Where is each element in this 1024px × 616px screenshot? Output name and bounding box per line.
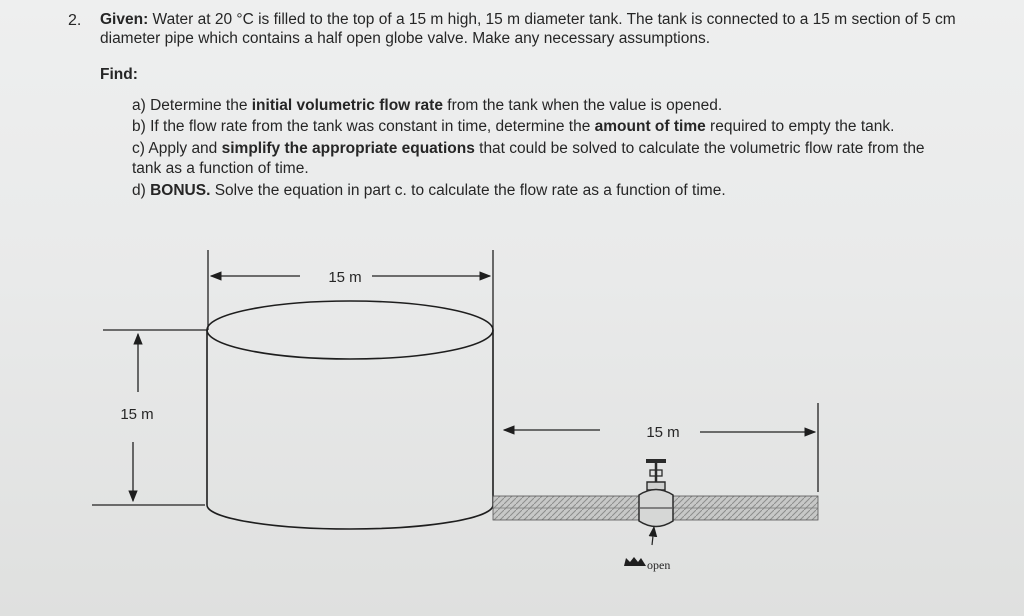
pipe-length-label: 15 m <box>646 424 680 441</box>
item-a-suffix: from the tank when the value is opened. <box>442 97 723 114</box>
tank-diameter-label: 15 m <box>328 269 362 286</box>
item-c-continuation: tank as a function of time. <box>132 160 309 177</box>
given-text-1: Water at 20 °C is filled to the top of a 15 m high, 15 m diameter tank. The tank is connected to a 15 m section of 5 cm <box>152 11 956 28</box>
tank-top-ellipse <box>207 301 493 359</box>
valve-pointer-arrow <box>652 527 654 545</box>
valve-label-mark <box>624 557 646 566</box>
item-d-suffix: Solve the equation in part c. to calculate the flow rate as a function of time. <box>210 182 726 199</box>
tank-height-label: 15 m <box>120 406 154 423</box>
item-c-suffix: that could be solved to calculate the volumetric flow rate from the <box>474 140 925 157</box>
item-d-prefix: d) <box>132 182 151 199</box>
given-line-2: diameter pipe which contains a half open globe valve. Make any necessary assumptions. <box>100 30 711 47</box>
tank-height-dimension <box>92 330 208 505</box>
find-label: Find: <box>100 66 138 83</box>
item-b-bold: amount of time <box>594 118 706 135</box>
item-d-bold: BONUS. <box>150 182 211 199</box>
pipe-length-dimension <box>504 403 818 492</box>
item-b-prefix: b) If the flow rate from the tank was constant in time, determine the <box>132 118 595 135</box>
item-b-suffix: required to empty the tank. <box>705 118 895 135</box>
tank-body <box>207 330 493 529</box>
problem-number: 2. <box>68 12 82 29</box>
item-a-prefix: a) Determine the <box>132 97 252 114</box>
valve-handwheel <box>646 459 666 463</box>
tank <box>207 301 493 529</box>
valve-open-label: open <box>647 558 671 572</box>
item-c-prefix: c) Apply and <box>132 140 222 157</box>
given-label: Given: <box>100 11 149 28</box>
tank-diameter-dimension <box>208 250 493 330</box>
item-c-bold: simplify the appropriate equations <box>221 140 475 157</box>
item-a-bold: initial volumetric flow rate <box>251 97 443 114</box>
